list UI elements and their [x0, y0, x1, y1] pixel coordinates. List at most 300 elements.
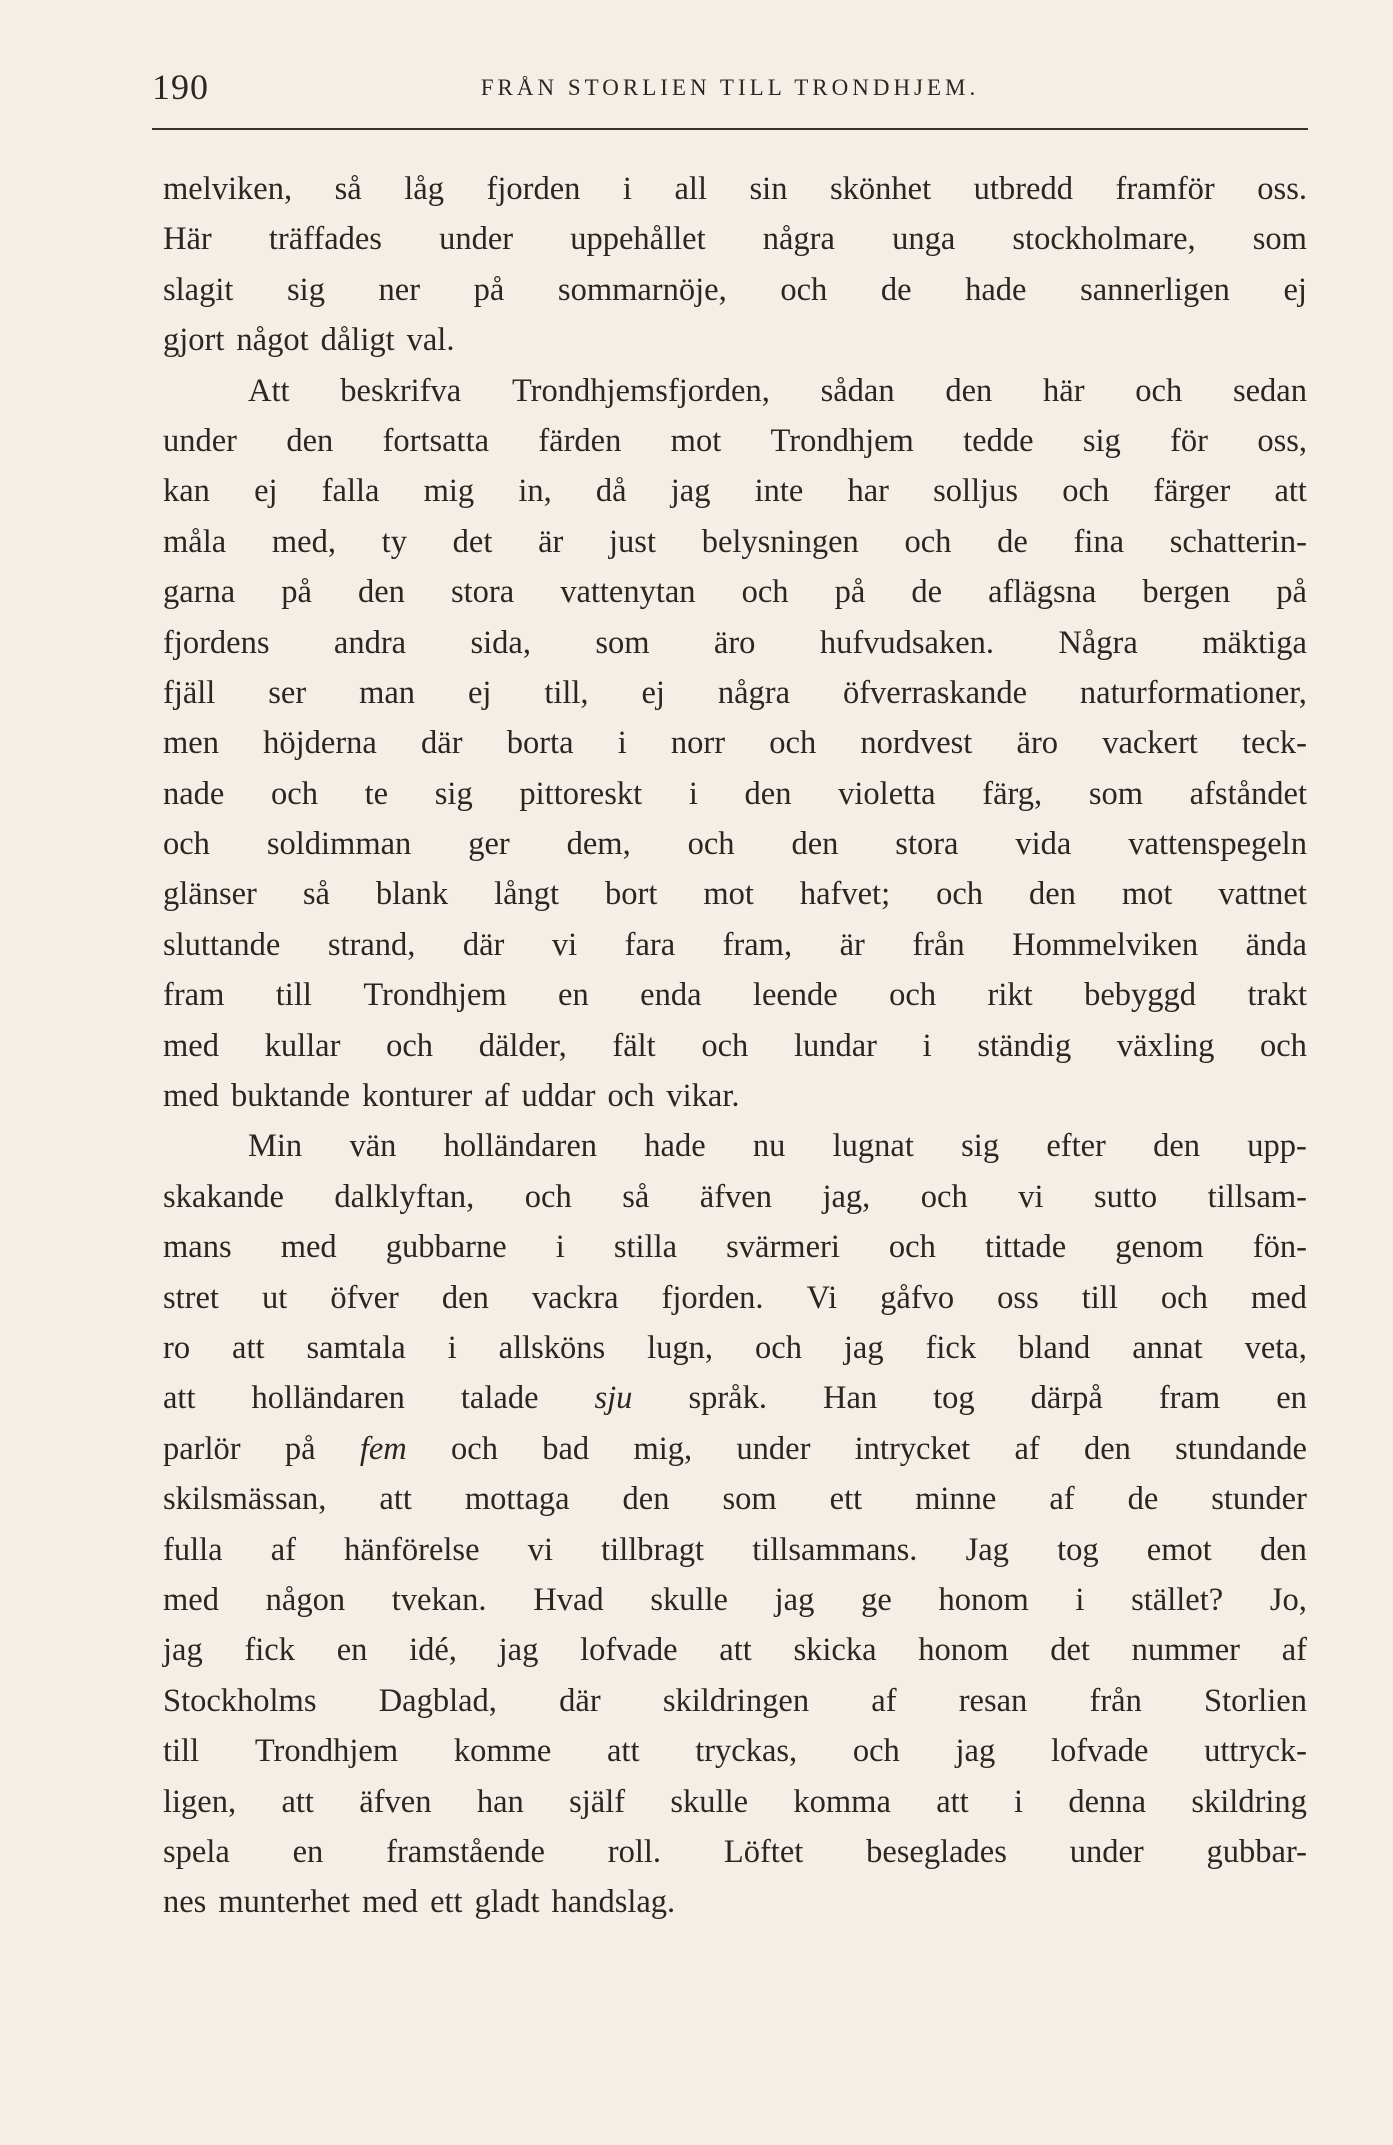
word: något [236, 322, 309, 359]
word: mig, [633, 1430, 693, 1467]
word: under [1069, 1833, 1144, 1870]
word: Trondhjem [770, 422, 914, 459]
word: Storlien [1204, 1682, 1307, 1719]
word: äfven [359, 1783, 432, 1820]
text-line [163, 1877, 1307, 1927]
text-line [163, 1676, 1307, 1726]
word: mot [1121, 876, 1173, 913]
word: tedde [963, 422, 1034, 459]
word: och [524, 1178, 572, 1215]
word: parlör [163, 1430, 241, 1467]
word: Trondhjemsfjorden, [511, 372, 770, 409]
paragraph [163, 366, 1307, 1122]
text-line [163, 1222, 1307, 1272]
word: tvekan. [391, 1581, 487, 1618]
word: skildringen [662, 1682, 810, 1719]
word: att [719, 1632, 752, 1669]
word: trakt [1247, 977, 1307, 1014]
word: stora [895, 826, 959, 863]
text-line [163, 1474, 1307, 1524]
word: är [839, 926, 865, 963]
word: glänser [163, 876, 257, 913]
word: jag [670, 473, 711, 510]
word: genom [1115, 1229, 1204, 1266]
page-number: 190 [152, 67, 209, 107]
word: vida [1015, 826, 1072, 863]
word: till, [544, 674, 589, 711]
text-line [163, 1424, 1307, 1474]
word: mig [423, 473, 475, 510]
word: af [270, 1531, 296, 1568]
word: de [1127, 1481, 1159, 1518]
word: ro [163, 1329, 191, 1366]
word: leende [752, 977, 838, 1014]
word: och [1160, 1279, 1208, 1316]
text-line [163, 265, 1307, 315]
word: handslag. [551, 1884, 676, 1921]
word: stilla [613, 1229, 678, 1266]
word: den [1259, 1531, 1307, 1568]
word: ej [641, 674, 665, 711]
word: så [622, 1178, 650, 1215]
word: skildring [1191, 1783, 1307, 1820]
word: bad [542, 1430, 590, 1467]
word: lofvade [580, 1632, 678, 1669]
word: fram [163, 977, 225, 1014]
word: tryckas, [695, 1733, 798, 1770]
word: talade [460, 1380, 539, 1417]
word: buktande [230, 1078, 351, 1115]
word: och [701, 1027, 749, 1064]
word: oss, [1257, 422, 1307, 459]
word: af [1049, 1481, 1075, 1518]
word: att [1274, 473, 1307, 510]
word: beseglades [866, 1833, 1007, 1870]
text-line [163, 1726, 1307, 1776]
word: fram, [722, 926, 793, 963]
text-line [163, 164, 1307, 214]
word: skönhet [830, 171, 932, 207]
paragraph [163, 164, 1307, 366]
word: all [674, 171, 707, 207]
word: för [1170, 422, 1208, 459]
word: uddar [521, 1078, 596, 1115]
word: bebyggd [1084, 977, 1197, 1014]
word: och [607, 1078, 655, 1115]
word: vi [527, 1531, 553, 1568]
word: då [595, 473, 627, 510]
word: resan [958, 1682, 1028, 1719]
word: Jag [965, 1531, 1009, 1568]
text-line [163, 1273, 1307, 1323]
word: äro [1016, 725, 1059, 762]
word: sin [749, 171, 788, 207]
word: emot [1146, 1531, 1212, 1568]
word: jag [163, 1632, 203, 1669]
word: lundar [793, 1027, 877, 1064]
word: där [462, 926, 505, 963]
text-line [163, 1373, 1307, 1423]
text-line [163, 1625, 1307, 1675]
word: långt [494, 876, 560, 913]
word: jag [774, 1581, 815, 1618]
word: ett [829, 1481, 863, 1518]
word: belysningen [701, 523, 859, 560]
word: denna [1068, 1783, 1147, 1820]
word: vi [1018, 1178, 1044, 1215]
word: ett [430, 1884, 463, 1921]
word: uppehållet [570, 221, 706, 258]
word: och [741, 574, 789, 611]
word: äro [713, 624, 756, 661]
word: nu [752, 1128, 786, 1165]
word: ner [378, 271, 421, 308]
word: blank [375, 876, 449, 913]
word: under [163, 422, 237, 459]
word: gåfvo [880, 1279, 955, 1316]
word: vattnet [1218, 876, 1307, 913]
word: och [687, 826, 735, 863]
word: färger [1153, 473, 1231, 510]
word: bergen [1142, 574, 1231, 611]
word: som [595, 624, 650, 661]
word: holländaren [251, 1380, 405, 1417]
word: Stockholms [163, 1682, 317, 1719]
word: holländaren [443, 1128, 598, 1165]
word: slagit [163, 271, 234, 308]
word: ej [254, 473, 278, 510]
word: fulla [163, 1531, 223, 1568]
word: sluttande [163, 926, 281, 963]
word: till [275, 977, 312, 1014]
word: på [473, 271, 505, 308]
word: att [163, 1380, 196, 1417]
word: där [559, 1682, 601, 1719]
word: höjderna [263, 725, 377, 762]
word: och [1062, 473, 1110, 510]
word: lugn, [647, 1329, 714, 1366]
word: den [1028, 876, 1076, 913]
word: melviken, [163, 171, 293, 207]
word: borta [506, 725, 574, 762]
text-line [163, 1323, 1307, 1373]
word: lofvade [1050, 1733, 1149, 1770]
word: sig [1082, 422, 1121, 459]
word: fjorden. [661, 1279, 764, 1316]
word: veta, [1244, 1329, 1307, 1366]
word: och [889, 977, 937, 1014]
word: stret [163, 1279, 219, 1316]
word: där [421, 725, 463, 762]
word: en [292, 1833, 324, 1870]
word: bland [1018, 1329, 1091, 1366]
body-text [163, 164, 1307, 1928]
word: man [359, 674, 416, 711]
word: intrycket [854, 1430, 971, 1467]
text-line [163, 718, 1307, 768]
word: på [284, 1430, 316, 1467]
header-rule [152, 128, 1308, 130]
word: sannerligen [1080, 271, 1230, 308]
word: fem [359, 1430, 407, 1467]
word: utbredd [973, 171, 1073, 207]
word: violetta [838, 775, 936, 812]
word: ej [1283, 271, 1307, 308]
word: ej [467, 674, 492, 711]
word: den [744, 775, 792, 812]
word: de [880, 271, 912, 308]
word: uttryck- [1204, 1733, 1307, 1770]
word: munterhet [218, 1884, 351, 1921]
word: samtala [306, 1329, 406, 1366]
word: och [852, 1733, 900, 1770]
word: med [280, 1229, 337, 1266]
word: Hommelviken [1012, 926, 1199, 963]
word: aflägsna [988, 574, 1097, 611]
word: schatterin- [1169, 523, 1307, 560]
paragraph [163, 1121, 1307, 1927]
word: gubbar- [1206, 1833, 1307, 1870]
word: hufvudsaken. [819, 624, 995, 661]
word: hänförelse [344, 1531, 480, 1568]
word: Trondhjem [254, 1733, 399, 1770]
word: och [769, 725, 817, 762]
word: fön- [1252, 1229, 1307, 1266]
word: de [911, 574, 943, 611]
word: teck- [1242, 725, 1307, 762]
word: ty [381, 523, 407, 560]
word: sju [594, 1380, 633, 1417]
word: på [834, 574, 866, 611]
word: måla [163, 523, 227, 560]
word: gubbarne [385, 1229, 507, 1266]
word: att [379, 1481, 412, 1518]
word: Trondhjem [363, 977, 507, 1014]
word: Några [1058, 624, 1138, 661]
word: den [1083, 1430, 1131, 1467]
word: i [622, 171, 632, 207]
word: Hvad [533, 1581, 604, 1618]
word: från [1089, 1682, 1142, 1719]
word: på [281, 574, 312, 611]
word: mot [670, 422, 722, 459]
word: har [847, 473, 889, 510]
word: nordvest [860, 725, 973, 762]
word: annat [1132, 1329, 1203, 1366]
text-line [163, 769, 1307, 819]
word: ut [262, 1279, 288, 1316]
word: strand, [327, 926, 416, 963]
word: dåligt [320, 322, 395, 359]
word: och [163, 826, 210, 863]
word: låg [404, 171, 444, 207]
text-line [163, 869, 1307, 919]
word: kan [163, 473, 210, 510]
text-line [163, 1121, 1307, 1171]
word: enda [640, 977, 702, 1014]
text-line [163, 1172, 1307, 1222]
text-line [163, 1827, 1307, 1877]
word: soldimman [266, 826, 412, 863]
word: fram [1158, 1380, 1221, 1417]
word: upp- [1247, 1128, 1307, 1165]
word: under [439, 221, 514, 258]
word: mäktiga [1202, 624, 1307, 661]
text-line [163, 1021, 1307, 1071]
word: stunder [1211, 1481, 1307, 1518]
word: den [441, 1279, 489, 1316]
word: språk. [688, 1380, 767, 1417]
word: den [286, 422, 334, 459]
word: det [452, 523, 493, 560]
text-line [163, 366, 1307, 416]
text-line [163, 668, 1307, 718]
word: sig [287, 271, 325, 308]
word: stockholmare, [1012, 221, 1196, 258]
word: gjort [163, 322, 225, 359]
word: skicka [793, 1632, 877, 1669]
word: af [871, 1682, 897, 1719]
word: af [1014, 1430, 1040, 1467]
word: fara [624, 926, 676, 963]
word: fjorden [486, 171, 581, 207]
text-line [163, 214, 1307, 264]
word: vi [551, 926, 578, 963]
word: nes [163, 1884, 207, 1921]
word: med [163, 1581, 219, 1618]
word: att [232, 1329, 265, 1366]
word: ständig [977, 1027, 1072, 1064]
word: konturer [362, 1078, 473, 1115]
text-line [163, 920, 1307, 970]
word: Löftet [723, 1833, 804, 1870]
word: och [936, 876, 984, 913]
word: vattenytan [560, 574, 696, 611]
word: i [555, 1229, 565, 1266]
word: mottaga [464, 1481, 570, 1518]
word: som [1088, 775, 1143, 812]
word: stora [450, 574, 515, 611]
word: Dagblad, [378, 1682, 497, 1719]
word: garna [163, 574, 236, 611]
word: jag [498, 1632, 539, 1669]
word: naturformationer, [1079, 674, 1307, 711]
word: träffades [268, 221, 382, 258]
word: och [755, 1329, 802, 1366]
word: framför [1115, 171, 1215, 207]
word: några [762, 221, 835, 258]
word: och [780, 271, 828, 308]
word: och [888, 1229, 936, 1266]
text-line [163, 315, 1307, 365]
word: öfver [330, 1279, 399, 1316]
word: lugnat [832, 1128, 914, 1165]
word: vikar. [666, 1078, 740, 1115]
word: oss [997, 1279, 1039, 1316]
word: med [362, 1884, 419, 1921]
word: färden [538, 422, 622, 459]
text-line [163, 1575, 1307, 1625]
word: allsköns [498, 1329, 606, 1366]
word: in, [518, 473, 552, 510]
word: norr [670, 725, 726, 762]
word: vattenspegeln [1128, 826, 1307, 863]
word: den [1153, 1128, 1201, 1165]
word: Han [822, 1380, 878, 1417]
word: någon [265, 1581, 346, 1618]
word: framstående [386, 1833, 545, 1870]
word: fjäll [163, 674, 216, 711]
word: af [1281, 1632, 1307, 1669]
word: dälder, [478, 1027, 567, 1064]
word: efter [1046, 1128, 1106, 1165]
word: inte [754, 473, 804, 510]
word: ligen, [163, 1783, 237, 1820]
text-line [163, 819, 1307, 869]
word: öfverraskande [842, 674, 1028, 711]
word: och [1260, 1027, 1307, 1064]
word: att [936, 1783, 969, 1820]
word: fortsatta [382, 422, 490, 459]
running-title: FRÅN STORLIEN TILL TRONDHJEM. [480, 75, 980, 100]
word: med [1250, 1279, 1307, 1316]
word: här [1043, 372, 1085, 409]
text-line [163, 1071, 1307, 1121]
word: honom [918, 1632, 1009, 1669]
word: vackert [1102, 725, 1198, 762]
word: svärmeri [726, 1229, 840, 1266]
word: skilsmässan, [163, 1481, 327, 1518]
word: spela [163, 1833, 230, 1870]
word: fick [925, 1329, 977, 1366]
word: tillsam- [1207, 1178, 1307, 1215]
word: solljus [933, 473, 1019, 510]
word: sida, [470, 624, 531, 661]
word: den [622, 1481, 670, 1518]
word: Vi [806, 1279, 838, 1316]
word: tog [933, 1380, 975, 1417]
word: pittoreskt [519, 775, 643, 812]
word: tog [1057, 1531, 1099, 1568]
word: och [904, 523, 952, 560]
word: sedan [1232, 372, 1307, 409]
text-line [163, 618, 1307, 668]
word: stundande [1175, 1430, 1307, 1467]
word: i [447, 1329, 457, 1366]
word: skulle [670, 1783, 749, 1820]
word: under [736, 1430, 811, 1467]
word: som [722, 1481, 777, 1518]
word: ända [1245, 926, 1307, 963]
word: en [1276, 1380, 1307, 1417]
word: den [357, 574, 405, 611]
word: med, [271, 523, 336, 560]
text-line [163, 517, 1307, 567]
word: jag, [822, 1178, 871, 1215]
word: val. [406, 322, 455, 359]
word: komma [793, 1783, 891, 1820]
word: fina [1073, 523, 1125, 560]
text-line [163, 1777, 1307, 1827]
word: oss. [1257, 171, 1307, 207]
word: hafvet; [799, 876, 891, 913]
word: nade [163, 775, 225, 812]
word: Jo, [1269, 1581, 1307, 1618]
word: sommarnöje, [557, 271, 727, 308]
word: därpå [1030, 1380, 1103, 1417]
word: unga [892, 221, 956, 258]
word: minne [915, 1481, 997, 1518]
